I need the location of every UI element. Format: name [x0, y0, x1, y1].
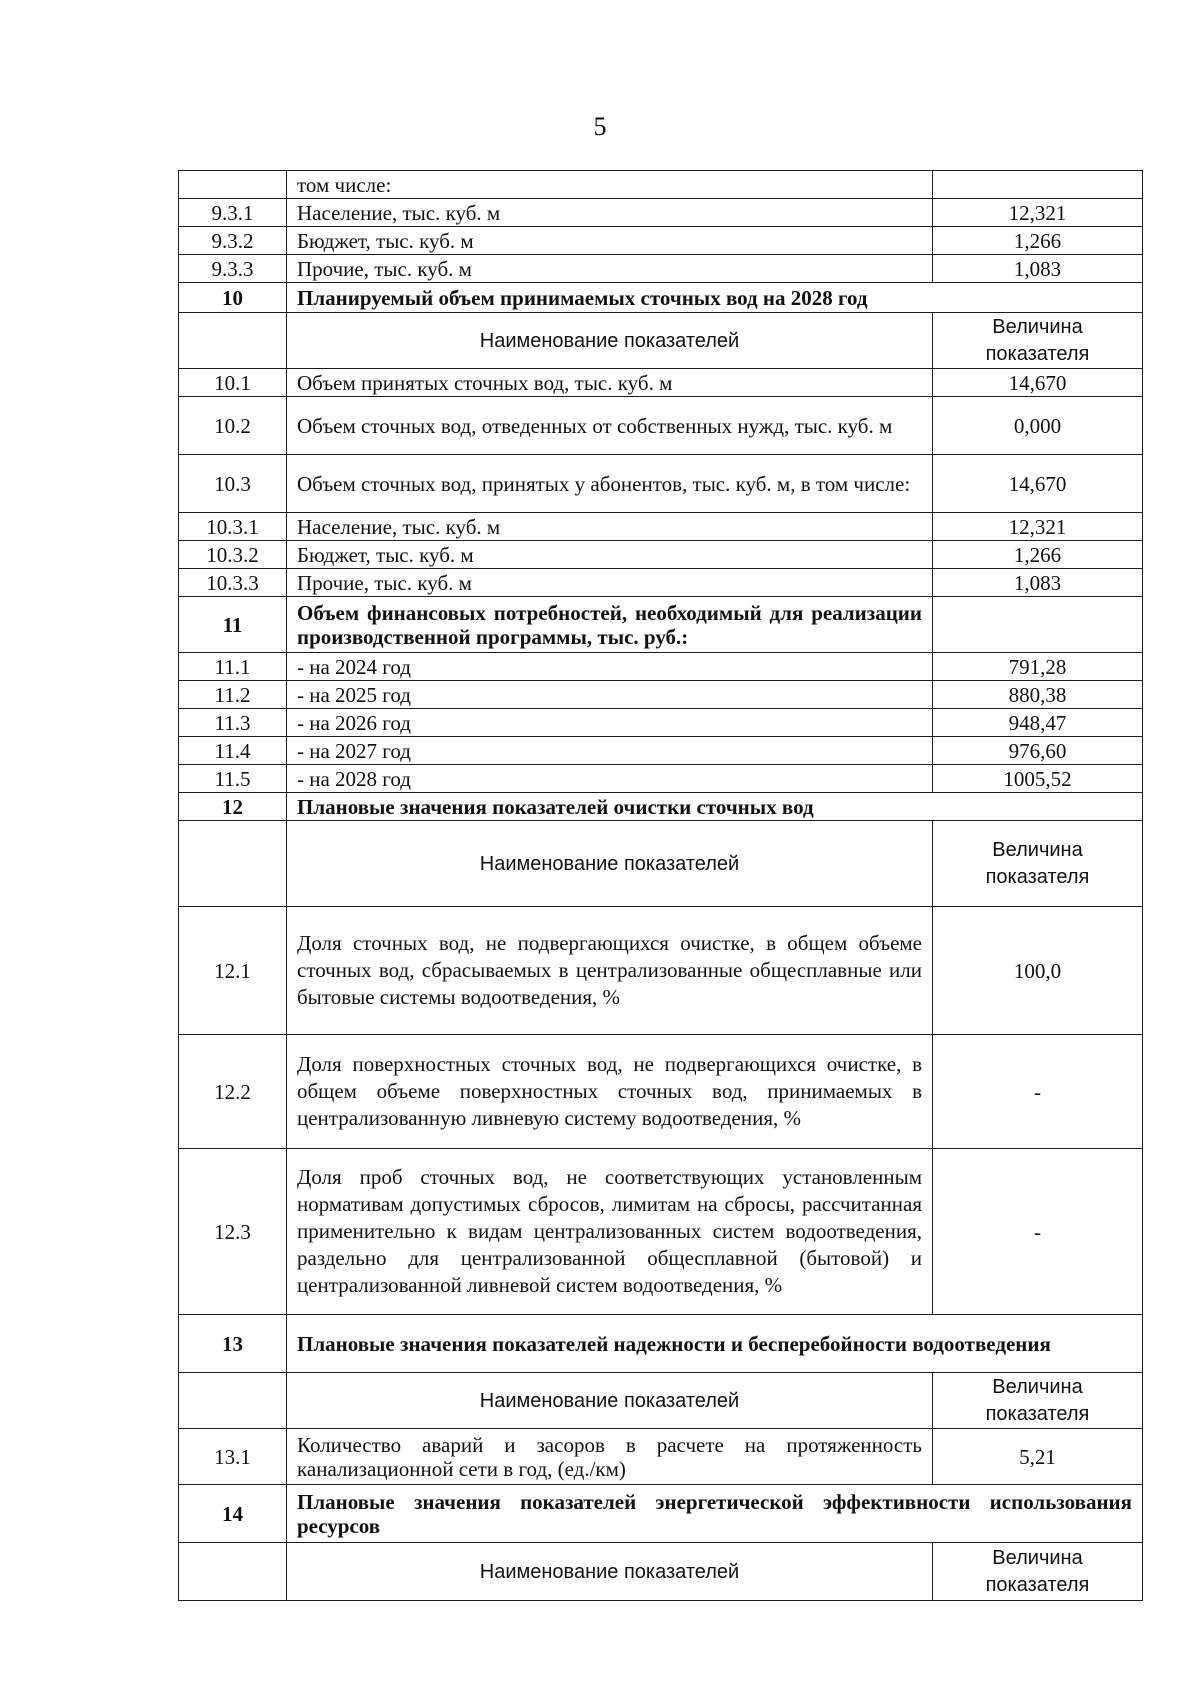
- row-text: Доля поверхностных сточных вод, не подвергающихся очистке, в общем объеме поверхностных сточных вод, принимаемых в централизованную ливневую систему водоотведения, %: [287, 1035, 933, 1149]
- row-number: 10.2: [179, 397, 287, 455]
- section-number: 10: [179, 283, 287, 313]
- header-name: Наименование показателей: [287, 1543, 933, 1601]
- row-value: -: [933, 1149, 1143, 1315]
- row-text: Население, тыс. куб. м: [287, 199, 933, 227]
- section-row: [179, 283, 1143, 313]
- table-row: [179, 681, 1143, 709]
- row-number: 9.3.3: [179, 255, 287, 283]
- section-row: [179, 597, 1143, 653]
- row-text: Количество аварий и засоров в расчете на протяженность канализационной сети в год, (ед./км): [287, 1429, 933, 1485]
- section-title: Плановые значения показателей надежности и бесперебойности водоотведения: [287, 1315, 1143, 1373]
- table-row: [179, 455, 1143, 513]
- row-number: 11.2: [179, 681, 287, 709]
- row-text: Объем принятых сточных вод, тыс. куб. м: [287, 369, 933, 397]
- section-row: [179, 1485, 1143, 1543]
- row-number: 11.3: [179, 709, 287, 737]
- table-row: [179, 737, 1143, 765]
- row-number: 10.3.1: [179, 513, 287, 541]
- header-value: Величина показателя: [933, 1373, 1143, 1429]
- row-text: Объем сточных вод, отведенных от собственных нужд, тыс. куб. м: [287, 397, 933, 455]
- row-value: 100,0: [933, 907, 1143, 1035]
- section-title: Планируемый объем принимаемых сточных вод на 2028 год: [287, 283, 1143, 313]
- table-row: [179, 653, 1143, 681]
- row-value: 976,60: [933, 737, 1143, 765]
- row-value: 1,266: [933, 227, 1143, 255]
- table-row: [179, 397, 1143, 455]
- header-name: Наименование показателей: [287, 1373, 933, 1429]
- section-number: 11: [179, 597, 287, 653]
- row-text: том числе:: [287, 171, 933, 199]
- section-title: Плановые значения показателей очистки сточных вод: [287, 793, 1143, 821]
- row-text: Бюджет, тыс. куб. м: [287, 541, 933, 569]
- row-text: - на 2024 год: [287, 653, 933, 681]
- row-value: 14,670: [933, 455, 1143, 513]
- row-value: 12,321: [933, 199, 1143, 227]
- table-row: [179, 199, 1143, 227]
- row-value: 1,083: [933, 569, 1143, 597]
- table-row: [179, 907, 1143, 1035]
- row-value: 948,47: [933, 709, 1143, 737]
- row-value: -: [933, 1035, 1143, 1149]
- row-value: 1005,52: [933, 765, 1143, 793]
- header-number: [179, 1543, 287, 1601]
- row-number: 10.1: [179, 369, 287, 397]
- table-header-row: [179, 313, 1143, 369]
- header-number: [179, 313, 287, 369]
- row-value: 0,000: [933, 397, 1143, 455]
- table-row: [179, 171, 1143, 199]
- row-text: - на 2027 год: [287, 737, 933, 765]
- table-header-row: [179, 821, 1143, 907]
- row-number: 11.4: [179, 737, 287, 765]
- table-row: [179, 1429, 1143, 1485]
- header-number: [179, 821, 287, 907]
- table-row: [179, 709, 1143, 737]
- row-value: [933, 597, 1143, 653]
- header-value: Величина показателя: [933, 821, 1143, 907]
- header-name: Наименование показателей: [287, 313, 933, 369]
- row-number: 10.3.3: [179, 569, 287, 597]
- table-row: [179, 1035, 1143, 1149]
- row-number: 12.1: [179, 907, 287, 1035]
- page-number: 5: [593, 112, 607, 141]
- row-number: 9.3.2: [179, 227, 287, 255]
- row-value: 1,266: [933, 541, 1143, 569]
- row-number: 12.3: [179, 1149, 287, 1315]
- table-header-row: [179, 1373, 1143, 1429]
- row-text: - на 2025 год: [287, 681, 933, 709]
- row-text: Доля проб сточных вод, не соответствующих установленным нормативам допустимых сбросов, лимитам на сбросы, рассчитанная применительно к видам централизованных систем водоотведения, раздельно для централизованной общесплавной (бытовой) и централизованной ливневой систем водоотведения, %: [287, 1149, 933, 1315]
- row-value: 1,083: [933, 255, 1143, 283]
- row-number: 12.2: [179, 1035, 287, 1149]
- table-row: [179, 369, 1143, 397]
- table-row: [179, 765, 1143, 793]
- section-title: Объем финансовых потребностей, необходимый для реализации производственной программы, тыс. руб.:: [287, 597, 933, 653]
- section-number: 14: [179, 1485, 287, 1543]
- row-text: Прочие, тыс. куб. м: [287, 569, 933, 597]
- header-value: Величина показателя: [933, 1543, 1143, 1601]
- row-text: Бюджет, тыс. куб. м: [287, 227, 933, 255]
- section-title: Плановые значения показателей энергетической эффективности использования ресурсов: [287, 1485, 1143, 1543]
- header-name: Наименование показателей: [287, 821, 933, 907]
- table-row: [179, 513, 1143, 541]
- row-number: 11.1: [179, 653, 287, 681]
- section-row: [179, 793, 1143, 821]
- row-value: 5,21: [933, 1429, 1143, 1485]
- table-row: [179, 255, 1143, 283]
- row-text: Население, тыс. куб. м: [287, 513, 933, 541]
- table-row: [179, 1149, 1143, 1315]
- row-value: [933, 171, 1143, 199]
- header-number: [179, 1373, 287, 1429]
- table-row: [179, 227, 1143, 255]
- section-row: [179, 1315, 1143, 1373]
- row-text: Объем сточных вод, принятых у абонентов, тыс. куб. м, в том числе:: [287, 455, 933, 513]
- table-row: [179, 541, 1143, 569]
- row-value: 791,28: [933, 653, 1143, 681]
- row-text: Доля сточных вод, не подвергающихся очистке, в общем объеме сточных вод, сбрасываемых в централизованные общесплавные или бытовые системы водоотведения, %: [287, 907, 933, 1035]
- row-number: 11.5: [179, 765, 287, 793]
- row-text: - на 2028 год: [287, 765, 933, 793]
- table-header-row: [179, 1543, 1143, 1601]
- row-number: 10.3: [179, 455, 287, 513]
- row-value: 14,670: [933, 369, 1143, 397]
- row-text: - на 2026 год: [287, 709, 933, 737]
- row-number: 9.3.1: [179, 199, 287, 227]
- section-number: 12: [179, 793, 287, 821]
- row-value: 12,321: [933, 513, 1143, 541]
- row-value: 880,38: [933, 681, 1143, 709]
- row-number: 10.3.2: [179, 541, 287, 569]
- row-number: 13.1: [179, 1429, 287, 1485]
- row-text: Прочие, тыс. куб. м: [287, 255, 933, 283]
- row-number: [179, 171, 287, 199]
- section-number: 13: [179, 1315, 287, 1373]
- table-row: [179, 569, 1143, 597]
- header-value: Величина показателя: [933, 313, 1143, 369]
- indicators-table: [178, 170, 1143, 1601]
